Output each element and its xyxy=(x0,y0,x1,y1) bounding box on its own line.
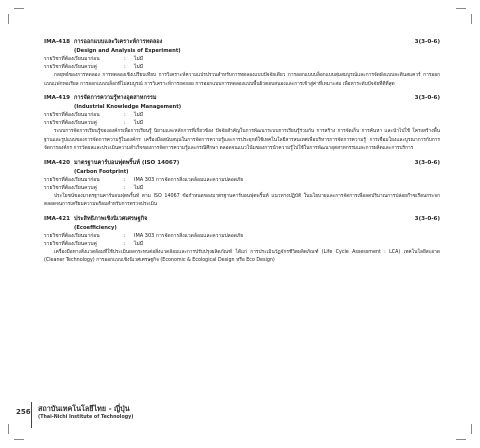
footer-divider xyxy=(31,402,32,428)
corequisite-label: รายวิชาที่ต้องเรียนควบคู่ xyxy=(44,120,97,126)
prerequisite-value: ไม่มี xyxy=(134,56,144,62)
separator: : xyxy=(124,120,126,126)
course-header xyxy=(44,94,440,103)
course-code: IMA-418 xyxy=(44,39,70,45)
corequisite-label: รายวิชาที่ต้องเรียนควบคู่ xyxy=(44,64,97,70)
prerequisite-label: รายวิชาที่ต้องเรียนมาก่อน xyxy=(44,112,100,118)
course-title-th: การจัดการความรู้ทางอุตสาหกรรม xyxy=(74,95,157,101)
corequisite-row xyxy=(44,119,440,127)
course-header xyxy=(44,38,440,47)
course-entry xyxy=(44,38,440,89)
crop-mark xyxy=(471,424,472,434)
separator: : xyxy=(124,184,126,191)
separator: : xyxy=(124,112,126,118)
prerequisite-label: รายวิชาที่ต้องเรียนมาก่อน xyxy=(44,56,100,62)
course-entry xyxy=(44,94,440,154)
separator: : xyxy=(124,232,126,239)
course-header xyxy=(44,215,440,224)
page-footer xyxy=(16,402,446,428)
course-credits: 3(3-0-6) xyxy=(414,95,440,101)
corequisite-value: ไม่มี xyxy=(134,184,144,191)
course-title-en: (Carbon Footprint) xyxy=(74,168,129,175)
course-title-en: (Design and Analysis of Experiment) xyxy=(74,48,181,54)
course-credits: 3(3-0-6) xyxy=(414,39,440,45)
course-header xyxy=(44,159,440,168)
course-description: ระบบการจัดการเรียนรู้ขององค์กรเพื่อการเรียนรู้ นิยามและหลักการที่เกี่ยวข้อง ปัจจัยสำคัญในการพัฒนาระบบการเรียนรู้ร่วมกัน การสร้าง การจัดเก็บ การค้นหา และนำไปใช้ โครงสร้างพื้นฐานและรูปแบบของการจัดการความรู้ในองค์กร เครื่องมือสนับสนุนในการจัดการความรู้และการประยุกต์ใช้เทคโนโลยีสารสนเทศเพื่อบริหารการจัดการความรู้ การเชื่อมโยงและบูรณาการกับการจัดการองค์กร การวัดผลและประเมินความสำเร็จของการจัดการความรู้และกรณีศึกษา ตลอดจนแนวโน้มของการนำความรู้ไปใช้ในการพัฒนาอุตสาหกรรมและการผลิตและการบริการ xyxy=(44,129,440,151)
course-list xyxy=(44,38,440,271)
corequisite-row xyxy=(44,240,440,248)
course-code: IMA-419 xyxy=(44,95,70,101)
course-title-th: มาตรฐานคาร์บอนฟุตพริ้นท์ (ISO 14067) xyxy=(74,159,180,166)
separator: : xyxy=(124,64,126,70)
page-number: 256 xyxy=(16,408,31,416)
prerequisite-value: IMA 303 การจัดการสิ่งแวดล้อมและความปลอดภัย xyxy=(134,232,244,239)
corequisite-label: รายวิชาที่ต้องเรียนควบคู่ xyxy=(44,240,97,247)
prerequisite-row xyxy=(44,232,440,240)
crop-mark xyxy=(471,14,472,24)
course-title-en: (Industrial Knowledge Management) xyxy=(74,104,182,110)
course-code: IMA-421 xyxy=(44,215,70,222)
corequisite-label: รายวิชาที่ต้องเรียนควบคู่ xyxy=(44,184,97,191)
crop-mark xyxy=(8,14,9,24)
separator: : xyxy=(124,56,126,62)
prerequisite-value: ไม่มี xyxy=(134,112,144,118)
course-description: เครื่องมือทางสิ่งแวดล้อมที่ใช้ประเมินผลกระทบต่อสิ่งแวดล้อมและการปรับปรุงผลิตภัณฑ์ ได้แก่ การประเมินวัฏจักรชีวิตผลิตภัณฑ์ (Life Cycle Assessment : LCA) เทคโนโลยีสะอาด (Cleaner Technology) การออกแบบเชิงนิเวศเศรษฐกิจ (Economic & Ecological Design หรือ Eco Design) xyxy=(44,249,440,263)
course-description: ประโยชน์ของมาตรฐานคาร์บอนฟุตพริ้นท์ ตาม ISO 14067 ข้อกำหนดของมาตรฐานคาร์บอนฟุตพริ้นท์ แนวทางปฏิบัติ ในนโยบายและการจัดการเพื่อลดปริมาณการปล่อยก๊าซเรือนกระจก ตลอดจนการเตรียมความพร้อมสำหรับการตรวจประเมิน xyxy=(44,193,440,207)
institute-name-en: (Thai-Nichi Institute of Technology) xyxy=(38,415,134,420)
course-credits: 3(3-0-6) xyxy=(414,159,440,166)
crop-mark xyxy=(14,439,24,440)
corequisite-row xyxy=(44,184,440,192)
prerequisite-value: IMA 303 การจัดการสิ่งแวดล้อมและความปลอดภัย xyxy=(134,176,244,183)
course-credits: 3(3-0-6) xyxy=(414,215,440,222)
crop-mark xyxy=(456,439,466,440)
prerequisite-row xyxy=(44,176,440,184)
course-title-th: การออกแบบและวิเคราะห์การทดลอง xyxy=(74,39,163,45)
corequisite-value: ไม่มี xyxy=(134,120,144,126)
course-entry xyxy=(44,215,440,266)
course-entry xyxy=(44,159,440,210)
course-title-th: ประสิทธิภาพเชิงนิเวศเศรษฐกิจ xyxy=(74,215,148,222)
prerequisite-label: รายวิชาที่ต้องเรียนมาก่อน xyxy=(44,176,100,183)
course-title-en: (Ecoefficiency) xyxy=(74,224,117,231)
separator: : xyxy=(124,176,126,183)
corequisite-value: ไม่มี xyxy=(134,64,144,70)
crop-mark xyxy=(8,424,9,434)
prerequisite-row xyxy=(44,55,440,63)
prerequisite-label: รายวิชาที่ต้องเรียนมาก่อน xyxy=(44,232,100,239)
course-code: IMA-420 xyxy=(44,159,70,166)
corequisite-row xyxy=(44,63,440,71)
institute-name-th: สถาบันเทคโนโลยีไทย - ญี่ปุ่น xyxy=(38,404,130,413)
crop-mark xyxy=(14,8,24,9)
crop-mark xyxy=(456,8,466,9)
corequisite-value: ไม่มี xyxy=(134,240,144,247)
separator: : xyxy=(124,240,126,247)
course-description: กลยุทธ์ของการทดลอง การทดลองเชิงเปรียบเทียบ การวิเคราะห์ความแปรปรวนสำหรับการทดลองแบบปัจจัยเดียว การออกแบบบล็อกแบบสุ่มสมบูรณ์และการจัดผังแบบละตินสแควร์ การออกแบบแฟกทอเรียล การออกแบบบล็อกที่ไม่สมบูรณ์ การวิเคราะห์การถดถอย การออกแบบการทดลองแบบพื้นผิวตอบสนองและการเข้าสู่ค่าที่เหมาะสม เพื่อหาระดับปัจจัยที่ดีที่สุด xyxy=(44,73,440,87)
prerequisite-row xyxy=(44,111,440,119)
